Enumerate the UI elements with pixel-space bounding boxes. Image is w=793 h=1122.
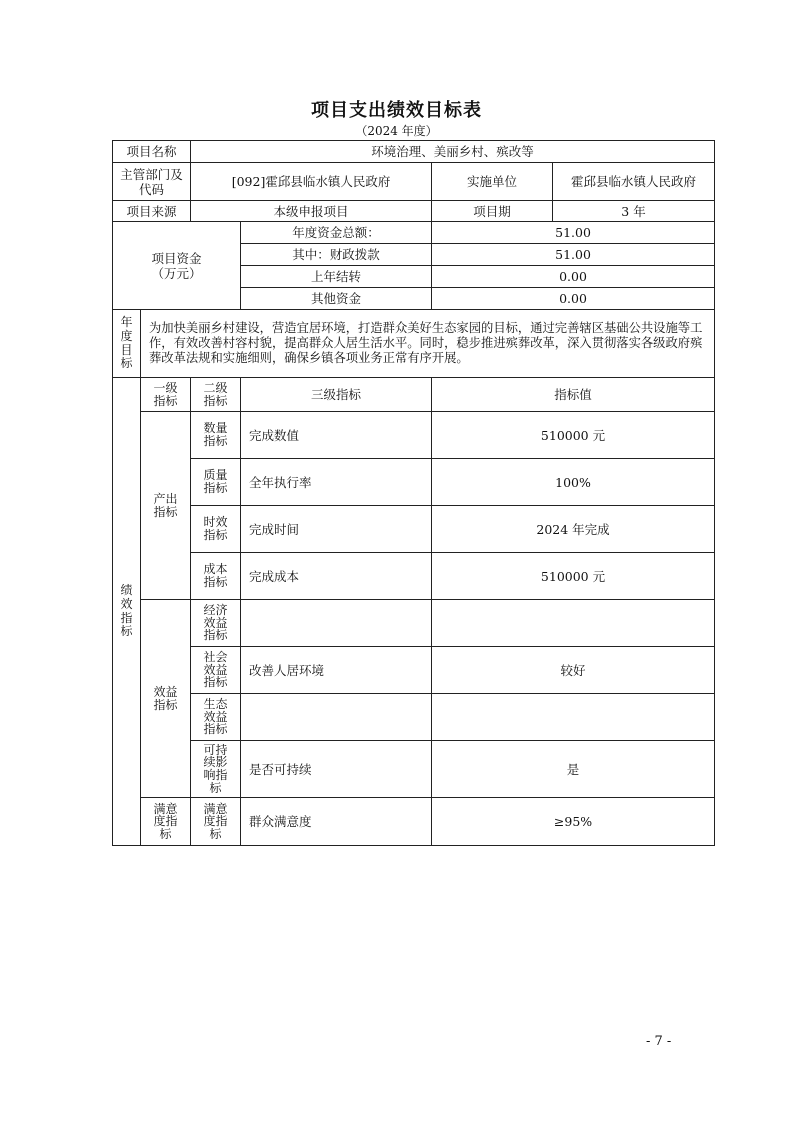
header-level1 (141, 378, 191, 412)
dept-label (113, 163, 191, 201)
period-value: 3 年 (553, 201, 715, 222)
level1-satisfaction-text: 满意度指标 (153, 801, 178, 841)
level3-cell: 完成数值 (241, 412, 432, 459)
indicators-section-label (113, 378, 141, 846)
level2-text: 数量指标 (203, 421, 228, 448)
level3-cell: 改善人居环境 (241, 647, 432, 694)
value-cell: 100% (432, 459, 715, 506)
fund-row-label: 年度资金总额： (241, 222, 432, 244)
table-row (113, 222, 715, 244)
annual-goal-text: 为加快美丽乡村建设，营造宜居环境，打造群众美好生态家园的目标，通过完善辖区基础公共设施等工作，有效改善村容村貌，提高群众人居生活水平。同时，稳步推进殡葬改革，深入贯彻落实各级政府殡葬改革法规和实施细则，确保乡镇各项业务正常有序开展。 (141, 310, 715, 378)
level2-text: 社会效益指标 (203, 650, 228, 690)
level1-benefit (141, 600, 191, 798)
dept-label-text: 主管部门及代码 (120, 166, 183, 197)
table-row (113, 412, 715, 459)
level2-text: 成本指标 (203, 562, 228, 589)
fund-row-value: 51.00 (432, 222, 715, 244)
level2-text: 质量指标 (203, 468, 228, 495)
level1-satisfaction (141, 798, 191, 846)
fund-row-value: 0.00 (432, 288, 715, 310)
level2-cell (191, 694, 241, 741)
funds-label-line2: （万元） (151, 265, 202, 281)
level2-cell (191, 506, 241, 553)
level2-cell (191, 741, 241, 798)
level2-text: 可持续影响指标 (203, 742, 228, 795)
level3-cell: 群众满意度 (241, 798, 432, 846)
fund-row-label: 上年结转 (241, 266, 432, 288)
page-title: 项目支出绩效目标表 (311, 100, 482, 121)
impl-unit-value: 霍邱县临水镇人民政府 (553, 163, 715, 201)
value-cell: 是 (432, 741, 715, 798)
header-level2 (191, 378, 241, 412)
page-subtitle: （2024 年度） (355, 124, 438, 138)
annual-goal-label (113, 310, 141, 378)
level2-cell (191, 459, 241, 506)
fund-row-value: 0.00 (432, 266, 715, 288)
fund-row-label: 其他资金 (241, 288, 432, 310)
table-row (113, 506, 715, 553)
value-cell (432, 600, 715, 647)
value-cell: 510000 元 (432, 412, 715, 459)
table-row (113, 201, 715, 222)
header-value: 指标值 (432, 378, 715, 412)
value-cell: 较好 (432, 647, 715, 694)
level2-cell (191, 647, 241, 694)
level3-cell: 是否可持续 (241, 741, 432, 798)
table-row (113, 694, 715, 741)
table-row (113, 141, 715, 163)
source-label: 项目来源 (113, 201, 191, 222)
performance-target-table (112, 140, 715, 846)
level3-cell: 全年执行率 (241, 459, 432, 506)
annual-goal-label-text: 年度目标 (120, 314, 133, 371)
level1-benefit-text: 效益指标 (153, 684, 178, 712)
fund-row-label: 其中：财政拨款 (241, 244, 432, 266)
indicators-section-label-text: 绩效指标 (120, 582, 133, 639)
table-row (113, 798, 715, 846)
header-level3: 三级指标 (241, 378, 432, 412)
table-row (113, 600, 715, 647)
value-cell: 510000 元 (432, 553, 715, 600)
header-level2-text: 二级指标 (203, 380, 228, 408)
page-number: - 7 - (646, 1034, 672, 1049)
level2-text: 经济效益指标 (203, 603, 228, 643)
funds-label-line1: 项目资金 (151, 250, 202, 266)
project-name-value: 环境治理、美丽乡村、殡改等 (191, 141, 715, 163)
value-cell: 2024 年完成 (432, 506, 715, 553)
fund-row-value: 51.00 (432, 244, 715, 266)
level3-cell (241, 694, 432, 741)
value-cell (432, 694, 715, 741)
level2-text: 生态效益指标 (203, 697, 228, 737)
project-name-label: 项目名称 (113, 141, 191, 163)
impl-unit-label: 实施单位 (432, 163, 553, 201)
level1-output-text: 产出指标 (153, 491, 178, 519)
level3-cell: 完成成本 (241, 553, 432, 600)
funds-label (113, 222, 241, 310)
level2-text: 满意度指标 (203, 801, 228, 841)
level2-cell (191, 798, 241, 846)
table-row (113, 163, 715, 201)
dept-value: [092]霍邱县临水镇人民政府 (191, 163, 432, 201)
table-row (113, 553, 715, 600)
table-row (113, 378, 715, 412)
table-row (113, 741, 715, 798)
level1-output (141, 412, 191, 600)
level3-cell: 完成时间 (241, 506, 432, 553)
table-row (113, 310, 715, 378)
table-row (113, 647, 715, 694)
table-row (113, 459, 715, 506)
level3-cell (241, 600, 432, 647)
level2-text: 时效指标 (203, 515, 228, 542)
level2-cell (191, 412, 241, 459)
period-label: 项目期 (432, 201, 553, 222)
value-cell: ≥95% (432, 798, 715, 846)
header-level1-text: 一级指标 (153, 380, 178, 408)
source-value: 本级申报项目 (191, 201, 432, 222)
level2-cell (191, 600, 241, 647)
level2-cell (191, 553, 241, 600)
